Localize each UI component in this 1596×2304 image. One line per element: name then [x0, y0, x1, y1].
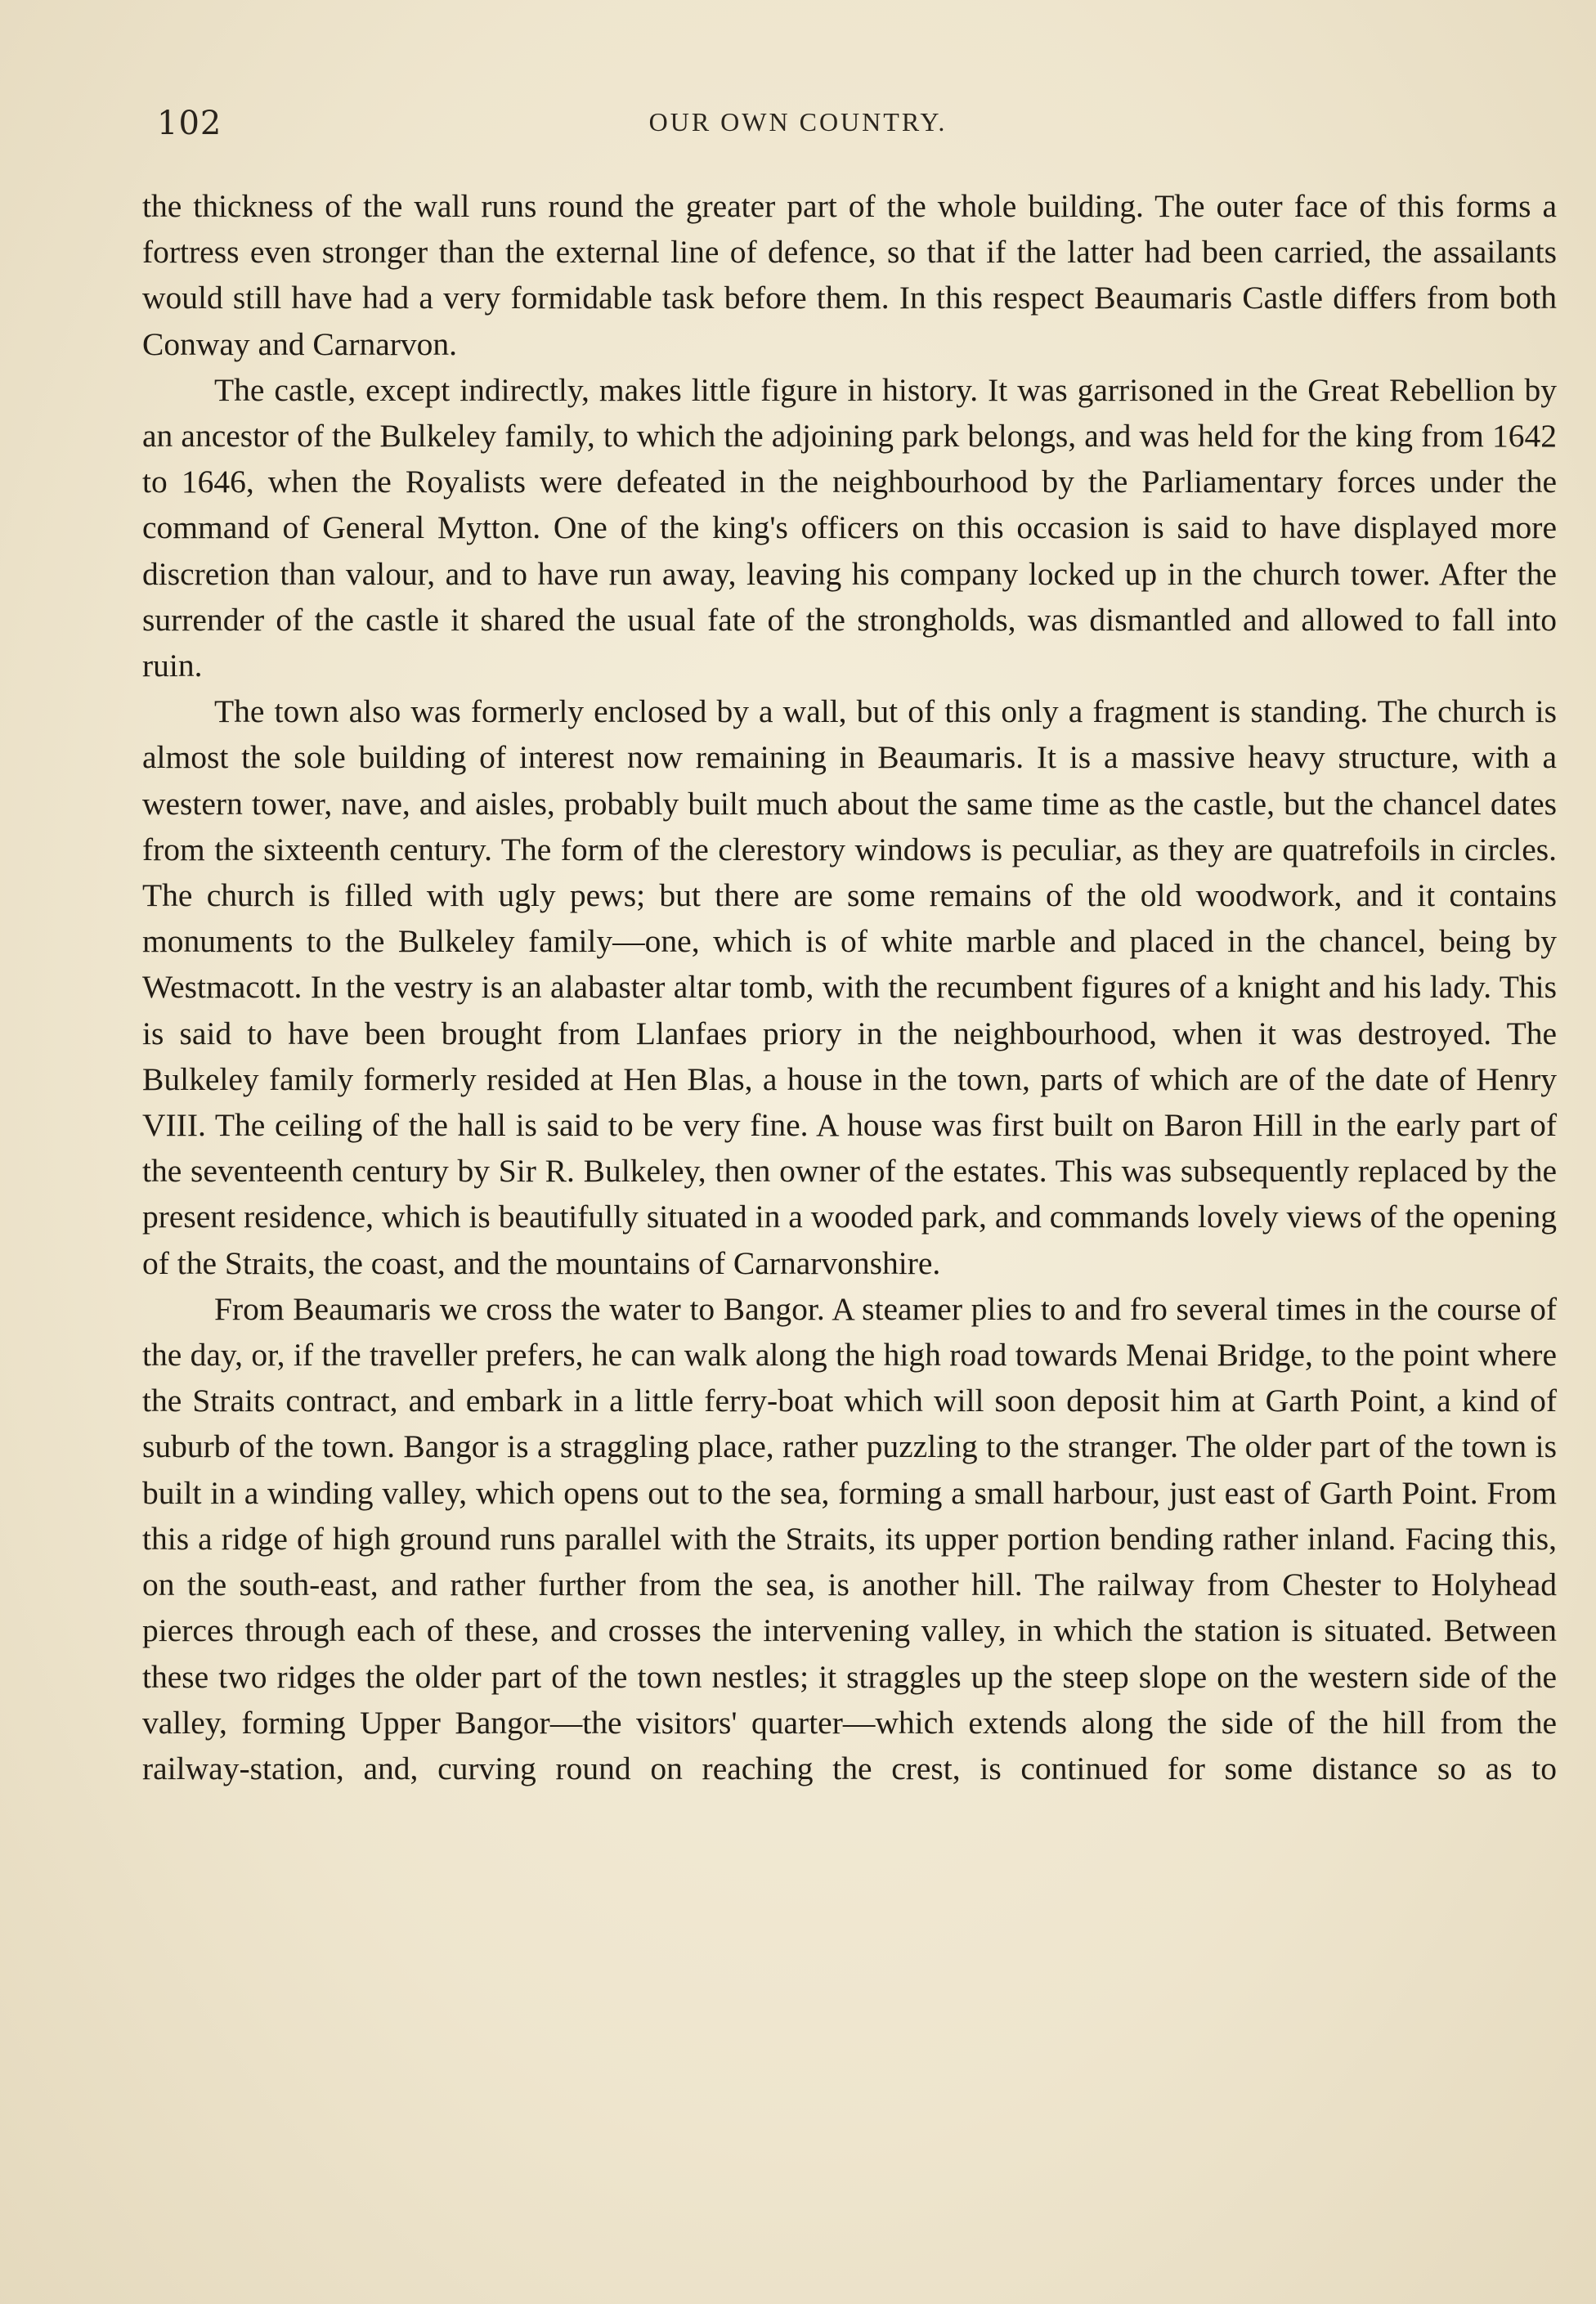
running-title: OUR OWN COUNTRY. [648, 107, 948, 137]
paragraph-2: The castle, except indirectly, makes little figure in history. It was garrisoned in the Great Rebellion by an ancestor of the Bulkeley family, to which the adjoining park belongs, and was held for the king from 1642 to 1646, when the Royalists were defeated in the neighbourhood by the Parliamentary forces under the command of General Mytton. One of the king's officers on this occasion is said to have displayed more discretion than valour, and to have run away, leaving his company locked up in the church tower. After the surrender of the castle it shared the usual fate of the strongholds, was dismantled and allowed to fall into ruin. [142, 371, 1557, 684]
page-number: 102 [157, 105, 222, 142]
body-text [142, 183, 1557, 1791]
paragraph-1: the thickness of the wall runs round the greater part of the whole building. The outer face of this forms a fortress even stronger than the external line of defence, so that if the latter had been carried, the assailants would still have had a very formidable task before them. In this respect Beaumaris Castle differs from both Conway and Carnarvon. [142, 188, 1557, 362]
paragraph-4: From Beaumaris we cross the water to Bangor. A steamer plies to and fro several times in the course of the day, or, if the traveller prefers, he can walk along the high road towards Menai Bridge, to the point where the Straits contract, and embark in a little ferry-boat which will soon deposit him at Garth Point, a kind of suburb of the town. Bangor is a straggling place, rather puzzling to the stranger. The older part of the town is built in a winding valley, which opens out to the sea, forming a small harbour, just east of Garth Point. From this a ridge of high ground runs parallel with the Straits, its upper portion bending rather inland. Facing this, on the south-east, and rather further from the sea, is another hill. The railway from Chester to Holyhead pierces through each of these, and crosses the intervening valley, in which the station is situated. Between these two ridges the older part of the town nestles; it straggles up the steep slope on the western side of the valley, forming Upper Bangor—the visitors' quarter—which extends along the side of the hill from the railway-station, and, curving round on reaching the crest, is continued for some distance so as to [142, 1290, 1557, 1786]
paragraph-3: The town also was formerly enclosed by a wall, but of this only a fragment is standing. The church is almost the sole building of interest now remaining in Beaumaris. It is a massive heavy structure, with a western tower, nave, and aisles, probably built much about the same time as the castle, but the chancel dates from the sixteenth century. The form of the clerestory windows is peculiar, as they are quatrefoils in circles. The church is filled with ugly pews; but there are some remains of the old woodwork, and it contains monuments to the Bulkeley family—one, which is of white marble and placed in the chancel, being by Westmacott. In the vestry is an alabaster altar tomb, with the recumbent figures of a knight and his lady. This is said to have been brought from Llanfaes priory in the neighbourhood, when it was destroyed. The Bulkeley family formerly resided at Hen Blas, a house in the town, parts of which are of the date of Henry VIII. The ceiling of the hall is said to be very fine. A house was first built on Baron Hill in the early part of the seventeenth century by Sir R. Bulkeley, then owner of the estates. This was subsequently replaced by the present residence, which is beautifully situated in a wooded park, and commands lovely views of the opening of the Straits, the coast, and the mountains of Carnarvonshire. [142, 693, 1557, 1281]
